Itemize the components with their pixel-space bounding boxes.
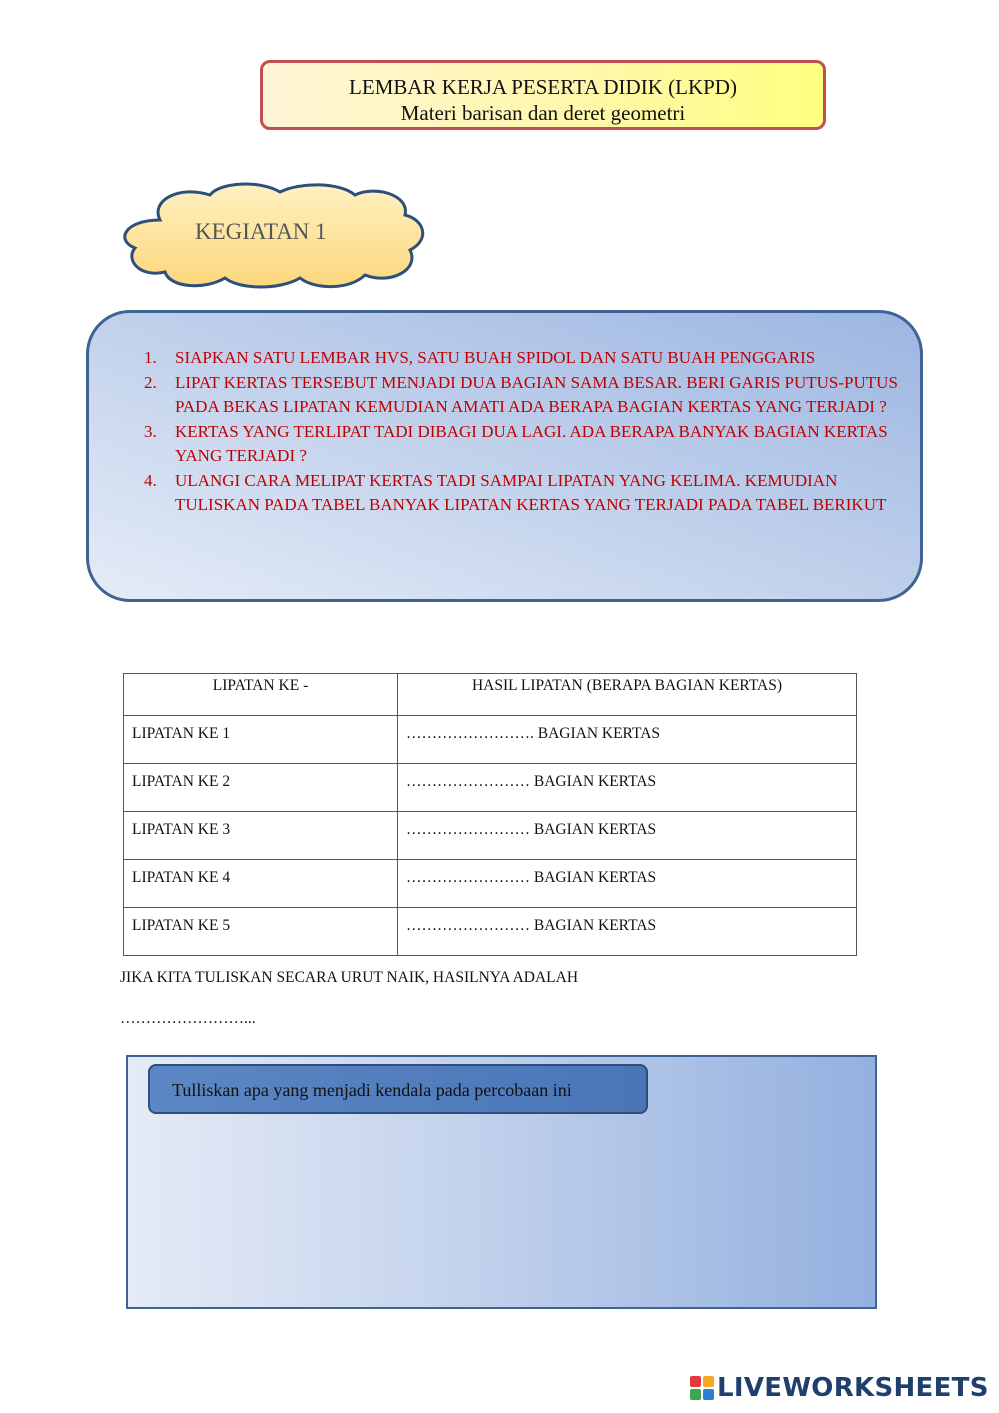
- fold-label: LIPATAN KE 3: [124, 812, 398, 860]
- table-header-row: [124, 674, 857, 716]
- table-header-result: HASIL LIPATAN (BERAPA BAGIAN KERTAS): [398, 674, 857, 716]
- fold-label: LIPATAN KE 2: [124, 764, 398, 812]
- table-row: [124, 716, 857, 764]
- worksheet-subtitle: Materi barisan dan deret geometri: [400, 101, 686, 125]
- table-row: [124, 764, 857, 812]
- instruction-item: 4. ULANGI CARA MELIPAT KERTAS TADI SAMPAI LIPATAN YANG KELIMA. KEMUDIAN TULISKAN PADA TABEL BANYAK LIPATAN KERTAS YANG TERJADI PADA TABEL BERIKUT: [144, 470, 887, 514]
- sequence-answer-blank[interactable]: ……………………...: [120, 1010, 256, 1027]
- liveworksheets-logo-text: LIVEWORKSHEETS: [717, 1373, 989, 1403]
- table-row: [124, 812, 857, 860]
- fold-label: LIPATAN KE 1: [124, 716, 398, 764]
- fold-answer[interactable]: …………………… BAGIAN KERTAS: [398, 764, 857, 812]
- instruction-item: 3. KERTAS YANG TERLIPAT TADI DIBAGI DUA LAGI. ADA BERAPA BANYAK BAGIAN KERTAS YANG TERJADI ?: [144, 421, 888, 465]
- fold-answer[interactable]: …………………… BAGIAN KERTAS: [398, 908, 857, 956]
- liveworksheets-logo-icon: [690, 1376, 714, 1400]
- obstacles-label: Tulliskan apa yang menjadi kendala pada percobaan ini: [148, 1064, 648, 1114]
- sequence-prompt: JIKA KITA TULISKAN SECARA URUT NAIK, HASILNYA ADALAH: [120, 969, 579, 986]
- activity-label: KEGIATAN 1: [195, 219, 327, 244]
- liveworksheets-logo: [690, 1372, 989, 1404]
- fold-label: LIPATAN KE 5: [124, 908, 398, 956]
- fold-answer[interactable]: …………………… BAGIAN KERTAS: [398, 860, 857, 908]
- fold-label: LIPATAN KE 4: [124, 860, 398, 908]
- worksheet-title-box: [260, 60, 826, 130]
- folding-table: [123, 673, 857, 956]
- table-row: [124, 908, 857, 956]
- instruction-item: 2. LIPAT KERTAS TERSEBUT MENJADI DUA BAGIAN SAMA BESAR. BERI GARIS PUTUS-PUTUS PADA BEKAS LIPATAN KEMUDIAN AMATI ADA BERAPA BAGIAN KERTAS YANG TERJADI ?: [144, 372, 898, 416]
- instruction-item: 1. SIAPKAN SATU LEMBAR HVS, SATU BUAH SPIDOL DAN SATU BUAH PENGGARIS: [144, 348, 816, 367]
- fold-answer[interactable]: …………………… BAGIAN KERTAS: [398, 812, 857, 860]
- instructions-list: [140, 346, 910, 518]
- worksheet-title: LEMBAR KERJA PESERTA DIDIK (LKPD): [349, 75, 737, 99]
- table-header-fold: LIPATAN KE -: [124, 674, 398, 716]
- table-row: [124, 860, 857, 908]
- fold-answer[interactable]: ……………………. BAGIAN KERTAS: [398, 716, 857, 764]
